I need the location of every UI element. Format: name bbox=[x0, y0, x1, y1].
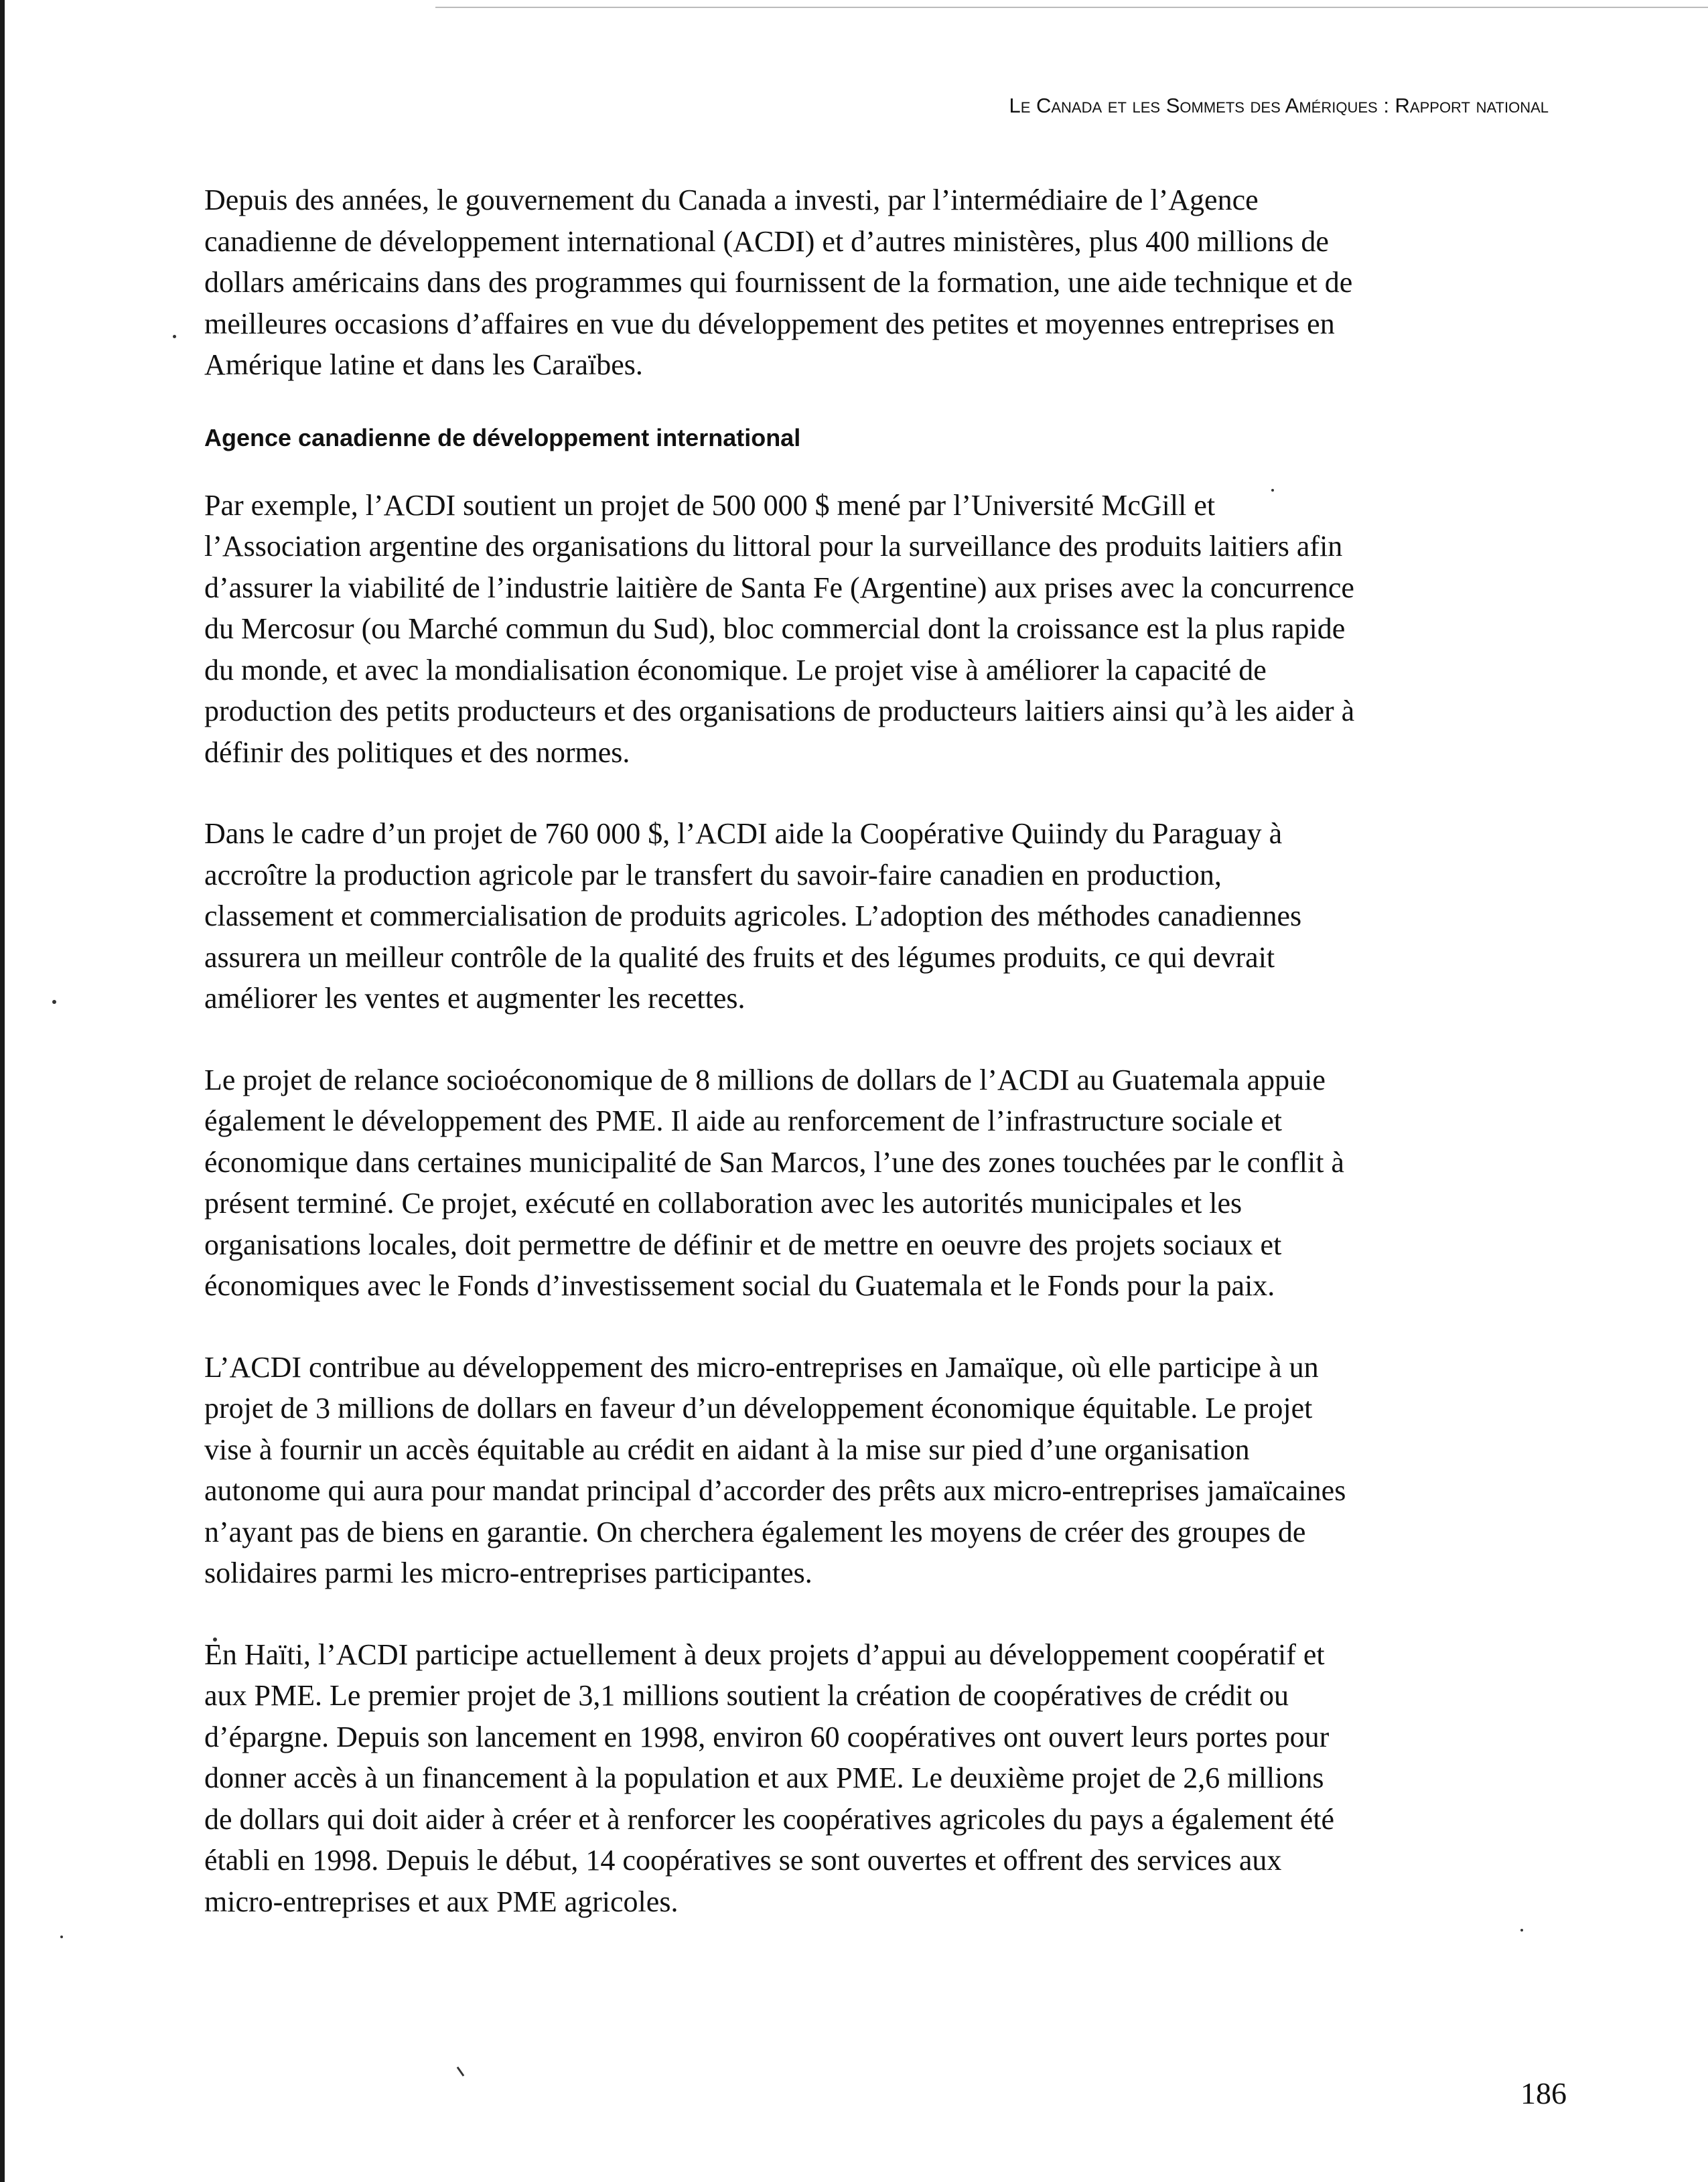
scan-top-line bbox=[435, 7, 1708, 8]
scan-mark bbox=[457, 2067, 465, 2077]
body-content bbox=[204, 179, 1557, 1922]
paragraph-jamaica: L’ACDI contribue au développement des micro-entreprises en Jamaïque, où elle participe à un projet de 3 millions de dollars en faveur d’un développement économique équitable. Le projet vise à fournir un accès équitable au crédit en aidant à la mise sur pied d’une organisation autonome qui aura pour mandat principal d’accorder des prêts aux micro-entreprises jamaïcaines n’ayant pas de biens en garantie. On cherchera également les moyens de créer des groupes de solidaires parmi les micro-entreprises participantes. bbox=[204, 1350, 1346, 1589]
paragraph-guatemala: Le projet de relance socioéconomique de 8 millions de dollars de l’ACDI au Guatemala appuie également le développement des PME. Il aide au renforcement de l’infrastructure sociale et économique dans certaines municipalité de San Marcos, l’une des zones touchées par le conflit à présent terminé. Ce projet, exécuté en collaboration avec les autorités municipales et les organisations locales, doit permettre de définir et de mettre en oeuvre des projets sociaux et économiques avec le Fonds d’investissement social du Guatemala et le Fonds pour la paix. bbox=[204, 1063, 1344, 1302]
scan-speck bbox=[1520, 1929, 1523, 1932]
scan-left-edge bbox=[0, 0, 5, 2182]
scan-speck bbox=[60, 1936, 63, 1938]
scan-speck bbox=[173, 335, 176, 338]
paragraph-argentina: Par exemple, l’ACDI soutient un projet de 500 000 $ mené par l’Université McGill et l’Association argentine des organisations du littoral pour la surveillance des produits laitiers afin d’assurer la viabilité de l’industrie laitière de Santa Fe (Argentine) aux prises avec la concurrence du Mercosur (ou Marché commun du Sud), bloc commercial dont la croissance est la plus rapide du monde, et avec la mondialisation économique. Le projet vise à améliorer la capacité de production des petits producteurs et des organisations de producteurs laitiers ainsi qu’à les aider à définir des politiques et des normes. bbox=[204, 488, 1355, 769]
scan-speck bbox=[52, 1000, 56, 1004]
paragraph-haiti: En Haïti, l’ACDI participe actuellement à deux projets d’appui au développement coopératif et aux PME. Le premier projet de 3,1 millions soutient la création de coopératives de crédit ou d’épargne. Depuis son lancement en 1998, environ 60 coopératives ont ouvert leurs portes pour donner accès à un financement à la population et aux PME. Le deuxième projet de 2,6 millions de dollars qui doit aider à créer et à renforcer les coopératives agricoles du pays a également été établi en 1998. Depuis le début, 14 coopératives se sont ouvertes et offrent des services aux micro-entreprises et aux PME agricoles. bbox=[204, 1638, 1335, 1918]
section-heading: Agence canadienne de développement international bbox=[204, 423, 801, 451]
paragraph-paraguay: Dans le cadre d’un projet de 760 000 $, l’ACDI aide la Coopérative Quiindy du Paraguay à accroître la production agricole par le transfert du savoir-faire canadien en production, classement et commercialisation de produits agricoles. L’adoption des méthodes canadiennes assurera un meilleur contrôle de la qualité des fruits et des légumes produits, ce qui devrait améliorer les ventes et augmenter les recettes. bbox=[204, 817, 1302, 1015]
intro-paragraph: Depuis des années, le gouvernement du Canada a investi, par l’intermédiaire de l’Agence canadienne de développement international (ACDI) et d’autres ministères, plus 400 millions de dollars américains dans des programmes qui fournissent de la formation, une aide technique et de meilleures occasions d’affaires en vue du développement des petites et moyennes entreprises en Amérique latine et dans les Caraïbes. bbox=[204, 184, 1353, 381]
page-number: 186 bbox=[1520, 2076, 1567, 2110]
running-header: Le Canada et les Sommets des Amériques : Rapport national bbox=[1009, 94, 1549, 117]
